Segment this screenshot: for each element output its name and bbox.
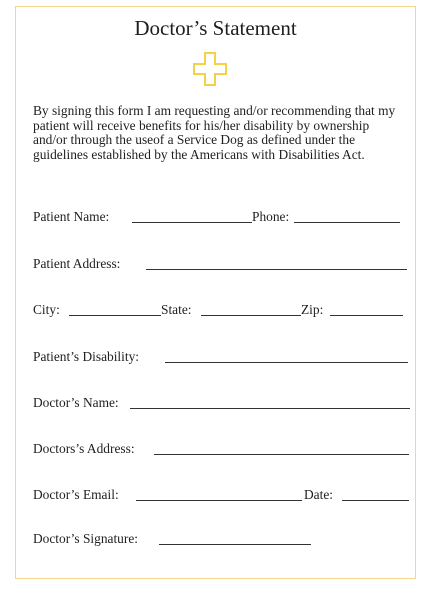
doctor-email-label: Doctor’s Email: — [33, 487, 119, 502]
doctor-email-field[interactable] — [136, 500, 302, 501]
doctor-name-row — [33, 395, 405, 411]
doctor-address-row — [33, 441, 405, 457]
patient-disability-field[interactable] — [165, 362, 408, 363]
zip-label: Zip: — [301, 302, 324, 317]
phone-field[interactable] — [294, 222, 400, 223]
date-label: Date: — [304, 487, 333, 502]
patient-address-row — [33, 256, 405, 272]
patient-name-row — [33, 209, 405, 225]
patient-address-label: Patient Address: — [33, 256, 121, 271]
zip-field[interactable] — [330, 315, 403, 316]
doctor-signature-label: Doctor’s Signature: — [33, 531, 138, 546]
phone-label: Phone: — [252, 209, 290, 224]
city-field[interactable] — [69, 315, 161, 316]
state-field[interactable] — [201, 315, 301, 316]
city-label: City: — [33, 302, 60, 317]
date-field[interactable] — [342, 500, 409, 501]
patient-disability-row — [33, 349, 405, 365]
patient-name-field[interactable] — [132, 222, 252, 223]
intro-paragraph: By signing this form I am requesting and/or recommending that my patient will receive benefits for his/her disability by ownership and/or through the useof a Service Dog as defined under the guidelines established by the Americans with Disabilities Act. — [33, 103, 396, 162]
doctor-address-field[interactable] — [154, 454, 409, 455]
city-state-zip-row — [33, 302, 405, 318]
doctor-email-row — [33, 487, 405, 503]
doctor-name-label: Doctor’s Name: — [33, 395, 119, 410]
patient-name-label: Patient Name: — [33, 209, 110, 224]
doctor-name-field[interactable] — [130, 408, 410, 409]
cross-outline-icon — [192, 51, 228, 87]
doctor-address-label: Doctors’s Address: — [33, 441, 135, 456]
doctor-signature-field[interactable] — [159, 544, 311, 545]
patient-address-field[interactable] — [146, 269, 407, 270]
doctor-signature-row — [33, 531, 405, 547]
state-label: State: — [161, 302, 192, 317]
statement-form — [15, 6, 416, 579]
page-title: Doctor’s Statement — [134, 16, 297, 40]
patient-disability-label: Patient’s Disability: — [33, 349, 140, 364]
